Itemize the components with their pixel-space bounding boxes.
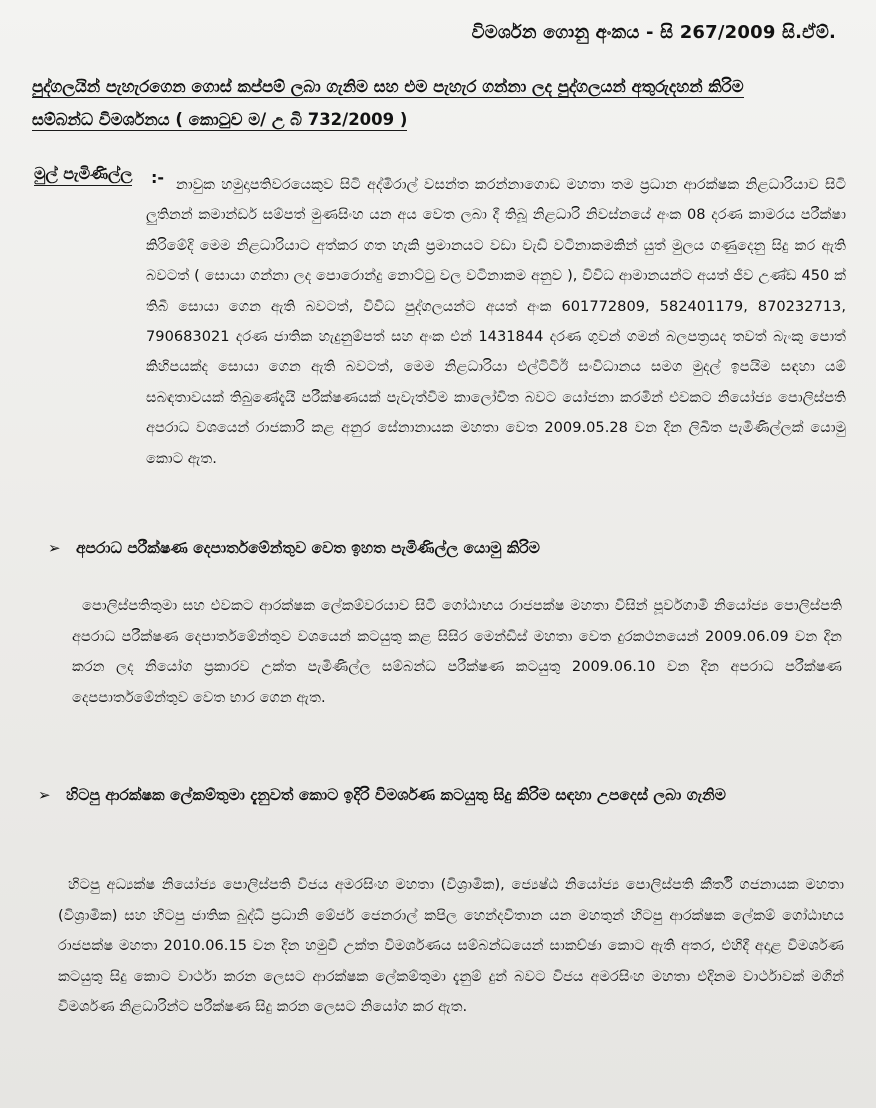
section-2-body: හිටපු අධ්‍යක්ෂ නියෝජ්‍ය පොලිස්පති විජය අමරසිංහ මහතා (විශ්‍රාමික), ජ්‍යෙෂ්ඨ නියෝජ්‍ය පොලිස්පති කීර්ති ගජනායක මහතා (විශ්‍රාමික) සහ හිටපු ජාතික බුද්ධි ප්‍රධානි මේජර් ජෙනරාල් කපිල හෙන්දවිතාන යන මහතුන් හිටපු ආරක්ෂක ලේකම් ගෝඨාභය රාජපක්ෂ මහතා 2010.06.15 වන දින හමුවී උක්ත විමර්ශණය සම්බන්ධයෙන් සාකච්ඡා කොට ඇති අතර, එහිදී අදාළ විමර්ශණ කටයුතු සිදු කොට වාර්ථා කරන ලෙසට ආරක්ෂක ලේකම්තුමා දැනුම් දුන් බවට විජය අමරසිංහ මහතා එදිනම වාර්ථාවක් මගින් විමර්ශණ නිළධාරින්ට පරීක්ෂණ සිදු කරන ලෙසට නියෝග කර ඇත. [58, 876, 844, 1016]
title-line-1: පුද්ගලයින් පැහැරගෙන ගොස් කප්පම් ලබා ගැනිම සහ එම පැහැර ගන්නා ලද පුද්ගලයන් අතුරුදහන් කිරිම [32, 77, 744, 96]
arrow-bullet-icon: ➢ [48, 539, 61, 557]
complaint-separator: :- [151, 168, 165, 187]
complaint-label: මුල් පැමිණිල්ල [34, 164, 132, 186]
document-title [32, 70, 842, 136]
section-1-heading-text: අපරාධ පරීක්ෂණ දෙපාර්තමේන්තුව වෙත ඉහත පැමිණිල්ල යොමු කිරිම [76, 539, 540, 557]
section-1-heading [48, 531, 846, 565]
complaint-body: නාවුක හමුදාපතිවරයෙකුව සිටි අද්මිරාල් වසන්ත කරන්නාගොඩ මහතා තම ප්‍රධාන ආරක්ෂක නිළධාරියාව සිටි ලුතිනන් කමාන්ඩර් සම්පත් මුණසිංහ යන අය වෙත ලබා දී තිබූ නිළධාරි නිවස්නයේ අංක 08 දරණ කාමරය පරීක්ෂා කිරිමේදි මෙම නිළධාරියාට අත්කර ගත හැකි ප්‍රමානයට වඩා වැඩි වටිනාකමකින් යුත් මුලය ගණුදෙනු සිදු කර ඇති බවටත් ( සොයා ගන්නා ලද පොරොන්දු නොට්ටු වල වටිනාකම අනුව ), විවිධ ආමානයන්ට අයත් ජීව උණ්ඩ 450 ක් තිබී සොයා ගෙන ඇති බවටත්, විවිධ පුද්ගලයන්ට අයත් අංක 601772809, 582401179, 870232713, 790683021 දරණ ජාතික හැදුනුම්පත් සහ අංක එන් 1431844 දරණ ගුවන් ගමන් බලපත්‍රයද තවත් බැංකු පොත් කිහිපයක්ද සොයා ගෙන ඇති බවටත්, මෙම නිළධාරියා එල්ටිටිඊ සංවිධානය සමග මුදල් ඉපයිම සඳහා යම් සබඳතාවයක් තිබුණේදැයි පරීක්ෂණයක් පැවැත්විම කාලෝචිත බවට යෝජනා කරමින් එවකට නියෝජ්‍ය පොලිස්පති අපරාධ වශයෙන් රාජකාරි කළ අනුර සේනානායක මහතා වෙත 2009.05.28 වන දින ලිඛිත පැමිණිල්ලක් යොමු කොට ඇත. [146, 176, 846, 467]
title-line-2: සම්බන්ධ විමර්ශනය ( කොටුව ම/ උ බි 732/2009 ) [32, 110, 408, 129]
arrow-bullet-icon: ➢ [38, 786, 51, 804]
section-2-heading [38, 778, 836, 812]
section-2-heading-text: හිටපු ආරක්ෂක ලේකම්තුමා දැනුවත් කොට ඉදිරි විමර්ශණ කටයුතු සිදු කිරිම සඳහා උපදෙස් ලබා ගැනිම [66, 786, 726, 804]
section-1-body: පොලිස්පතිතුමා සහ එවකට ආරක්ෂක ලේකම්වරයාව සිටි ගෝඨාභය රාජපක්ෂ මහතා විසින් පූර්වගාමි නියෝජ්‍ය පොලිස්පති අපරාධ පරීක්ෂණ දෙපාර්තමේන්තුව වශයෙන් කටයුතු කළ සිසිර මෙන්ඩිස් මහතා වෙත දුරකථනයෙන් 2009.06.09 වන දින කරන ලද නියෝග ප්‍රකාරව උක්ත පැමිණිල්ල සම්බන්ධ පරීක්ෂණ කටයුතු 2009.06.10 වන දින අපරාධ පරීක්ෂණ දෙපපාර්තමේන්තුව වෙත භාර ගෙන ඇත. [72, 597, 842, 706]
file-reference-number: විමර්ශන ගොනු අංකය - සි 267/2009 සි.ඒම්. [471, 22, 836, 43]
